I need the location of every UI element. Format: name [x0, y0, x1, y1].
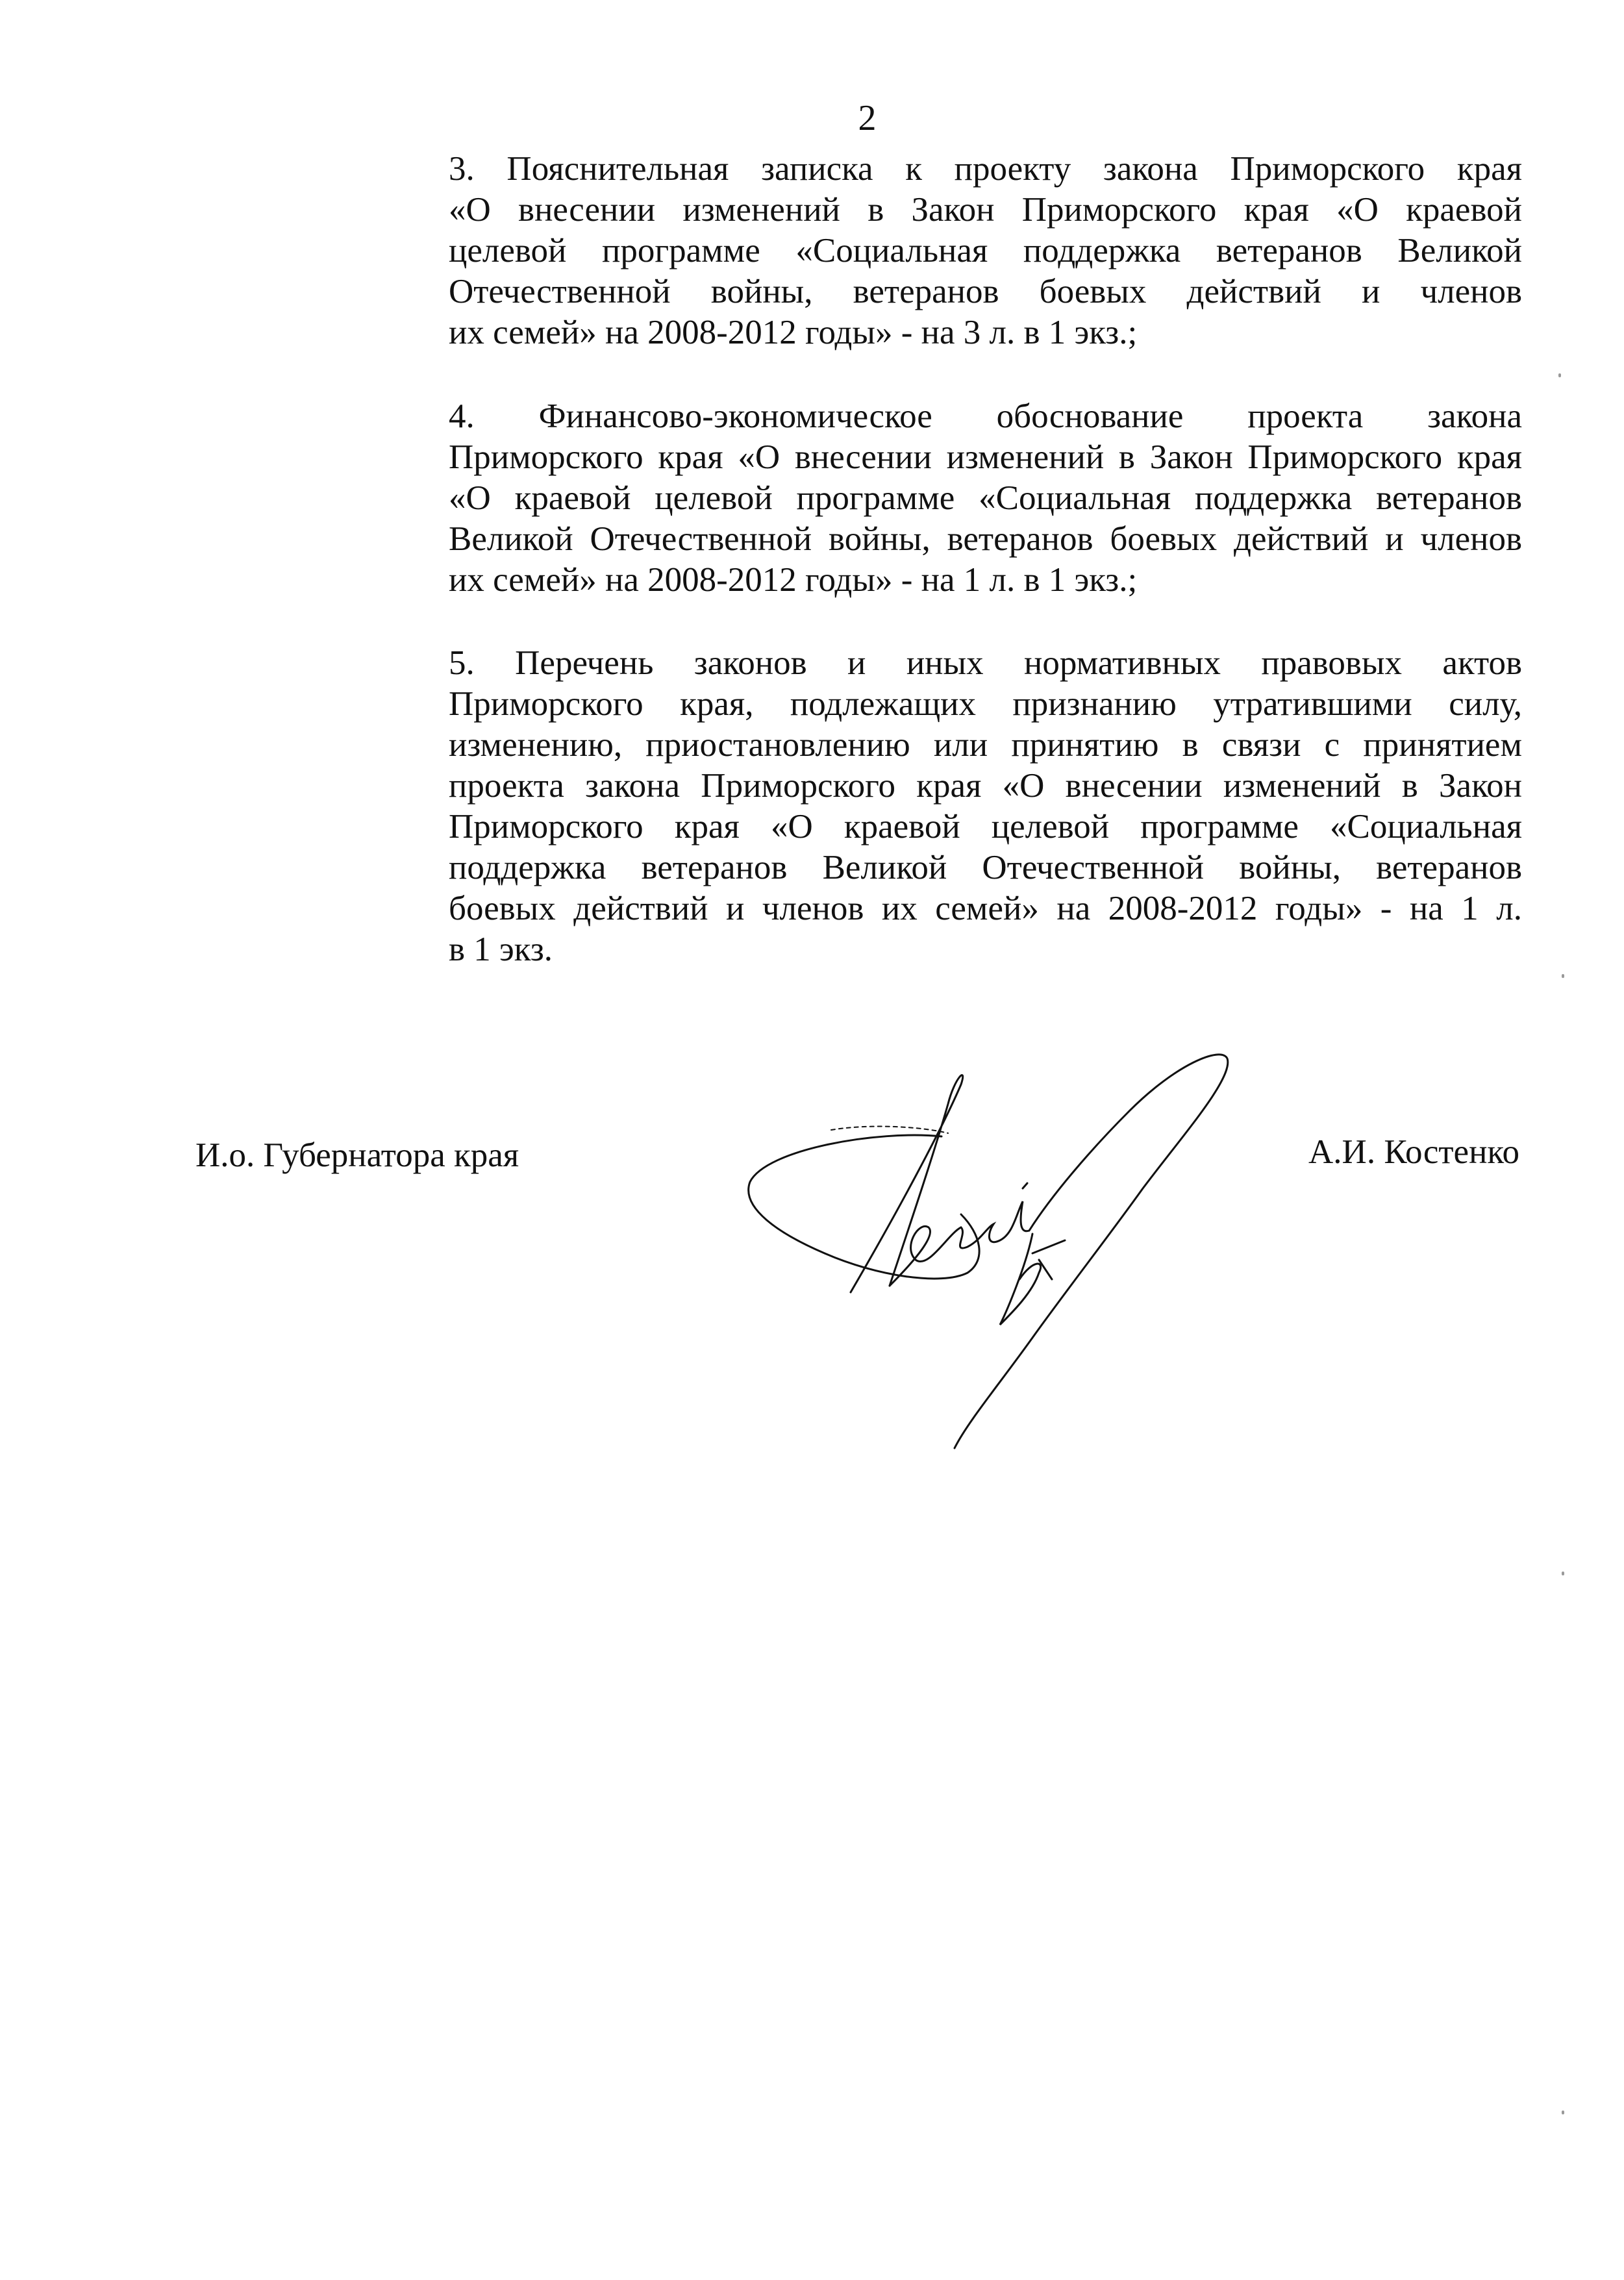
text-line: целевой программе «Социальная поддержка ветеранов Великой [449, 232, 1522, 269]
text-line: Приморского края «О краевой целевой программе «Социальная [449, 808, 1522, 846]
signatory-name: А.И. Костенко [1308, 1133, 1519, 1171]
text-line: 5. Перечень законов и иных нормативных правовых актов [449, 644, 1522, 682]
text-line: Приморского края «О внесении изменений в Закон Приморского края [449, 438, 1522, 476]
text-line: «О краевой целевой программе «Социальная поддержка ветеранов [449, 479, 1522, 517]
scan-speck [1562, 974, 1564, 978]
attachment-item-5 [449, 643, 1522, 970]
attachment-item-3 [449, 149, 1522, 353]
handwritten-signature [727, 1039, 1390, 1461]
page-number: 2 [858, 98, 877, 138]
text-line: изменению, приостановлению или принятию в связи с принятием [449, 726, 1522, 764]
text-line: в 1 экз. [449, 931, 553, 968]
text-line: 3. Пояснительная записка к проекту закона Приморского края [449, 150, 1522, 188]
text-line: Великой Отечественной войны, ветеранов боевых действий и членов [449, 520, 1522, 558]
text-line: их семей» на 2008-2012 годы» - на 3 л. в 1 экз.; [449, 314, 1138, 351]
text-line: Отечественной войны, ветеранов боевых действий и членов [449, 273, 1522, 310]
text-line: проекта закона Приморского края «О внесении изменений в Закон [449, 767, 1522, 805]
scan-speck [1562, 2111, 1564, 2114]
scan-speck [1558, 373, 1561, 377]
text-line: «О внесении изменений в Закон Приморского края «О краевой [449, 191, 1522, 229]
text-line: поддержка ветеранов Великой Отечественной войны, ветеранов [449, 849, 1522, 886]
text-line: Приморского края, подлежащих признанию утратившими силу, [449, 685, 1522, 723]
text-line: их семей» на 2008-2012 годы» - на 1 л. в 1 экз.; [449, 561, 1138, 599]
scan-speck [1562, 1572, 1564, 1575]
text-line: боевых действий и членов их семей» на 2008-2012 годы» - на 1 л. [449, 890, 1522, 927]
attachment-item-4 [449, 396, 1522, 601]
signatory-title: И.о. Губернатора края [195, 1136, 519, 1174]
text-line: 4. Финансово-экономическое обоснование проекта закона [449, 397, 1522, 435]
